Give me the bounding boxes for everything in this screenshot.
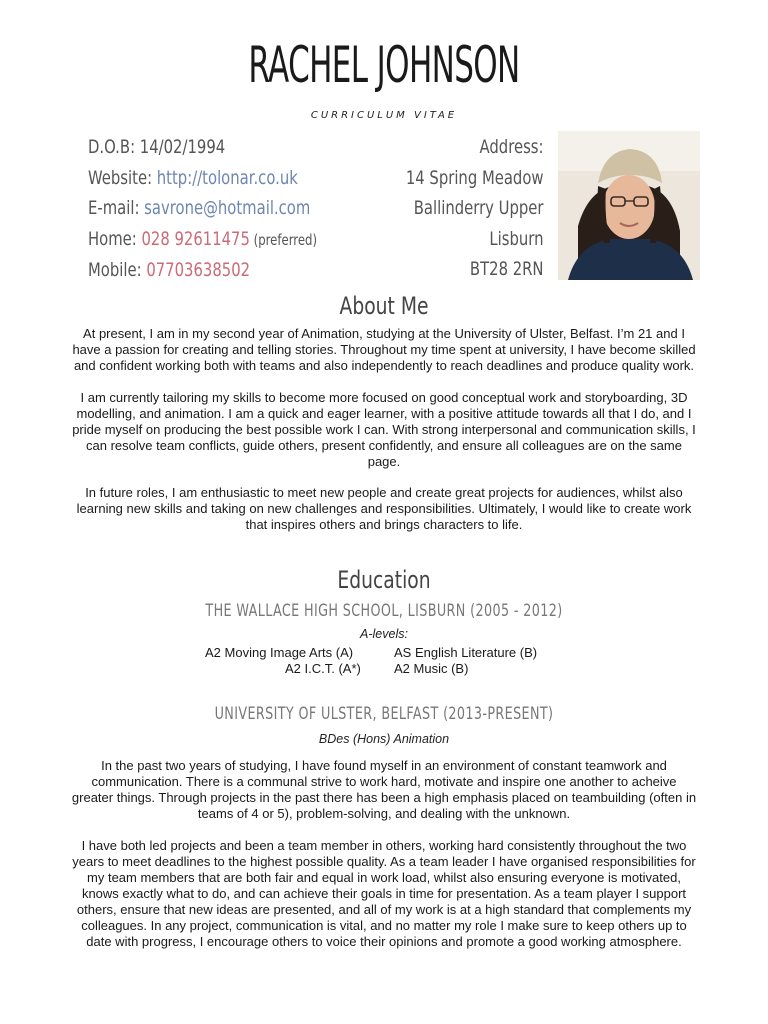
home-phone-line xyxy=(88,224,317,256)
cv-name-title: RACHEL JOHNSON xyxy=(248,36,520,94)
school-2-name: UNIVERSITY OF ULSTER, BELFAST (2013-PRESENT) xyxy=(214,704,554,724)
mobile-phone: 07703638502 xyxy=(146,259,251,281)
website-link[interactable]: http://tolonar.co.uk xyxy=(156,166,298,189)
subject-item: AS English Literature (B) xyxy=(394,645,538,660)
university-paragraph-1: In the past two years of studying, I have found myself in an environment of constant teamwork and communication. There is a communal strive to work hard, motivate and inspire one another to acheive greater things. Through projects in the past there has been a high emphasis placed on teambuilding (often in teams of 4 or 5), problem-solving, and dealing with the unknown. xyxy=(71,758,697,821)
address-line-2: Ballinderry Upper xyxy=(414,197,544,219)
email-label: E-mail: xyxy=(88,197,145,219)
about-text xyxy=(70,326,698,549)
mobile-label: Mobile: xyxy=(88,259,147,281)
cv-subtitle: CURRICULUM VITAE xyxy=(310,110,458,121)
about-paragraph-3: In future roles, I am enthusiastic to meet new people and create great projects for audiences, whilst also learning new skills and taking on new challenges and responsibilities. Ultimately, I would like to create work that inspires others and brings characters to life. xyxy=(76,485,692,532)
email-link[interactable]: savrone@hotmail.com xyxy=(144,197,311,219)
home-phone: 028 92611475 xyxy=(141,227,250,250)
education-heading: Education xyxy=(337,566,431,594)
address-label: Address: xyxy=(479,136,544,158)
contact-details xyxy=(88,132,317,286)
a-levels-right-column xyxy=(394,645,574,677)
address-line-1: 14 Spring Meadow xyxy=(406,166,544,189)
subject-item: A2 I.C.T. (A*) xyxy=(285,661,361,676)
a-levels-left-column xyxy=(205,645,370,677)
website-label: Website: xyxy=(88,166,157,189)
university-paragraph-2: I have both led projects and been a team member in others, working hard consistently throughout the two years to meet deadlines to the highest possible quality. As a team leader I have organised responsibilities for my team members that are both fair and equal in work load, whilst also ensuring everyone is motivated, knows exactly what to do, and can achieve their goals in time for presentation. As a team player I support others, ensure that new ideas are presented, and all of my work is at a high standard that complements my colleagues. In any project, communication is vital, and no matter my role I make sure to keep others up to date with progress, I encourage others to voice their opinions and promote a good working atmosphere. xyxy=(72,837,696,949)
subject-item: A2 Music (B) xyxy=(394,661,469,676)
about-paragraph-1: At present, I am in my second year of Animation, studying at the University of Ulster, Belfast. I’m 21 and I have a passion for creating and telling stories. Throughout my time spent at university, I have become skilled and confident working both with teams and also independently to reach deadlines and produce quality work. xyxy=(72,326,696,373)
home-label: Home: xyxy=(88,227,142,250)
subject-item: A2 Moving Image Arts (A) xyxy=(205,645,354,660)
university-text xyxy=(70,758,698,965)
dob-line: D.O.B: 14/02/1994 xyxy=(88,136,226,158)
home-note: (preferred) xyxy=(249,230,318,249)
profile-photo xyxy=(558,131,700,280)
address-block xyxy=(406,132,544,285)
about-paragraph-2: I am currently tailoring my skills to become more focused on good conceptual work and storyboarding, 3D modelling, and animation. I am a quick and eager learner, with a positive attitude towards all that I do, and I pride myself on producing the best possible work I can. With strong interpersonal and communication skills, I can resolve team conflicts, guide others, present confidently, and ensure all colleagues are on the same page. xyxy=(72,389,696,469)
mobile-phone-line xyxy=(88,255,317,286)
email-line xyxy=(88,193,317,224)
address-line-3: Lisburn xyxy=(489,227,544,250)
address-line-4: BT28 2RN xyxy=(470,258,544,280)
website-line xyxy=(88,163,317,194)
school-1-name: THE WALLACE HIGH SCHOOL, LISBURN (2005 - 2012) xyxy=(205,601,563,621)
about-heading: About Me xyxy=(339,292,429,320)
a-levels-label: A-levels: xyxy=(360,627,408,641)
degree-label: BDes (Hons) Animation xyxy=(318,732,450,746)
